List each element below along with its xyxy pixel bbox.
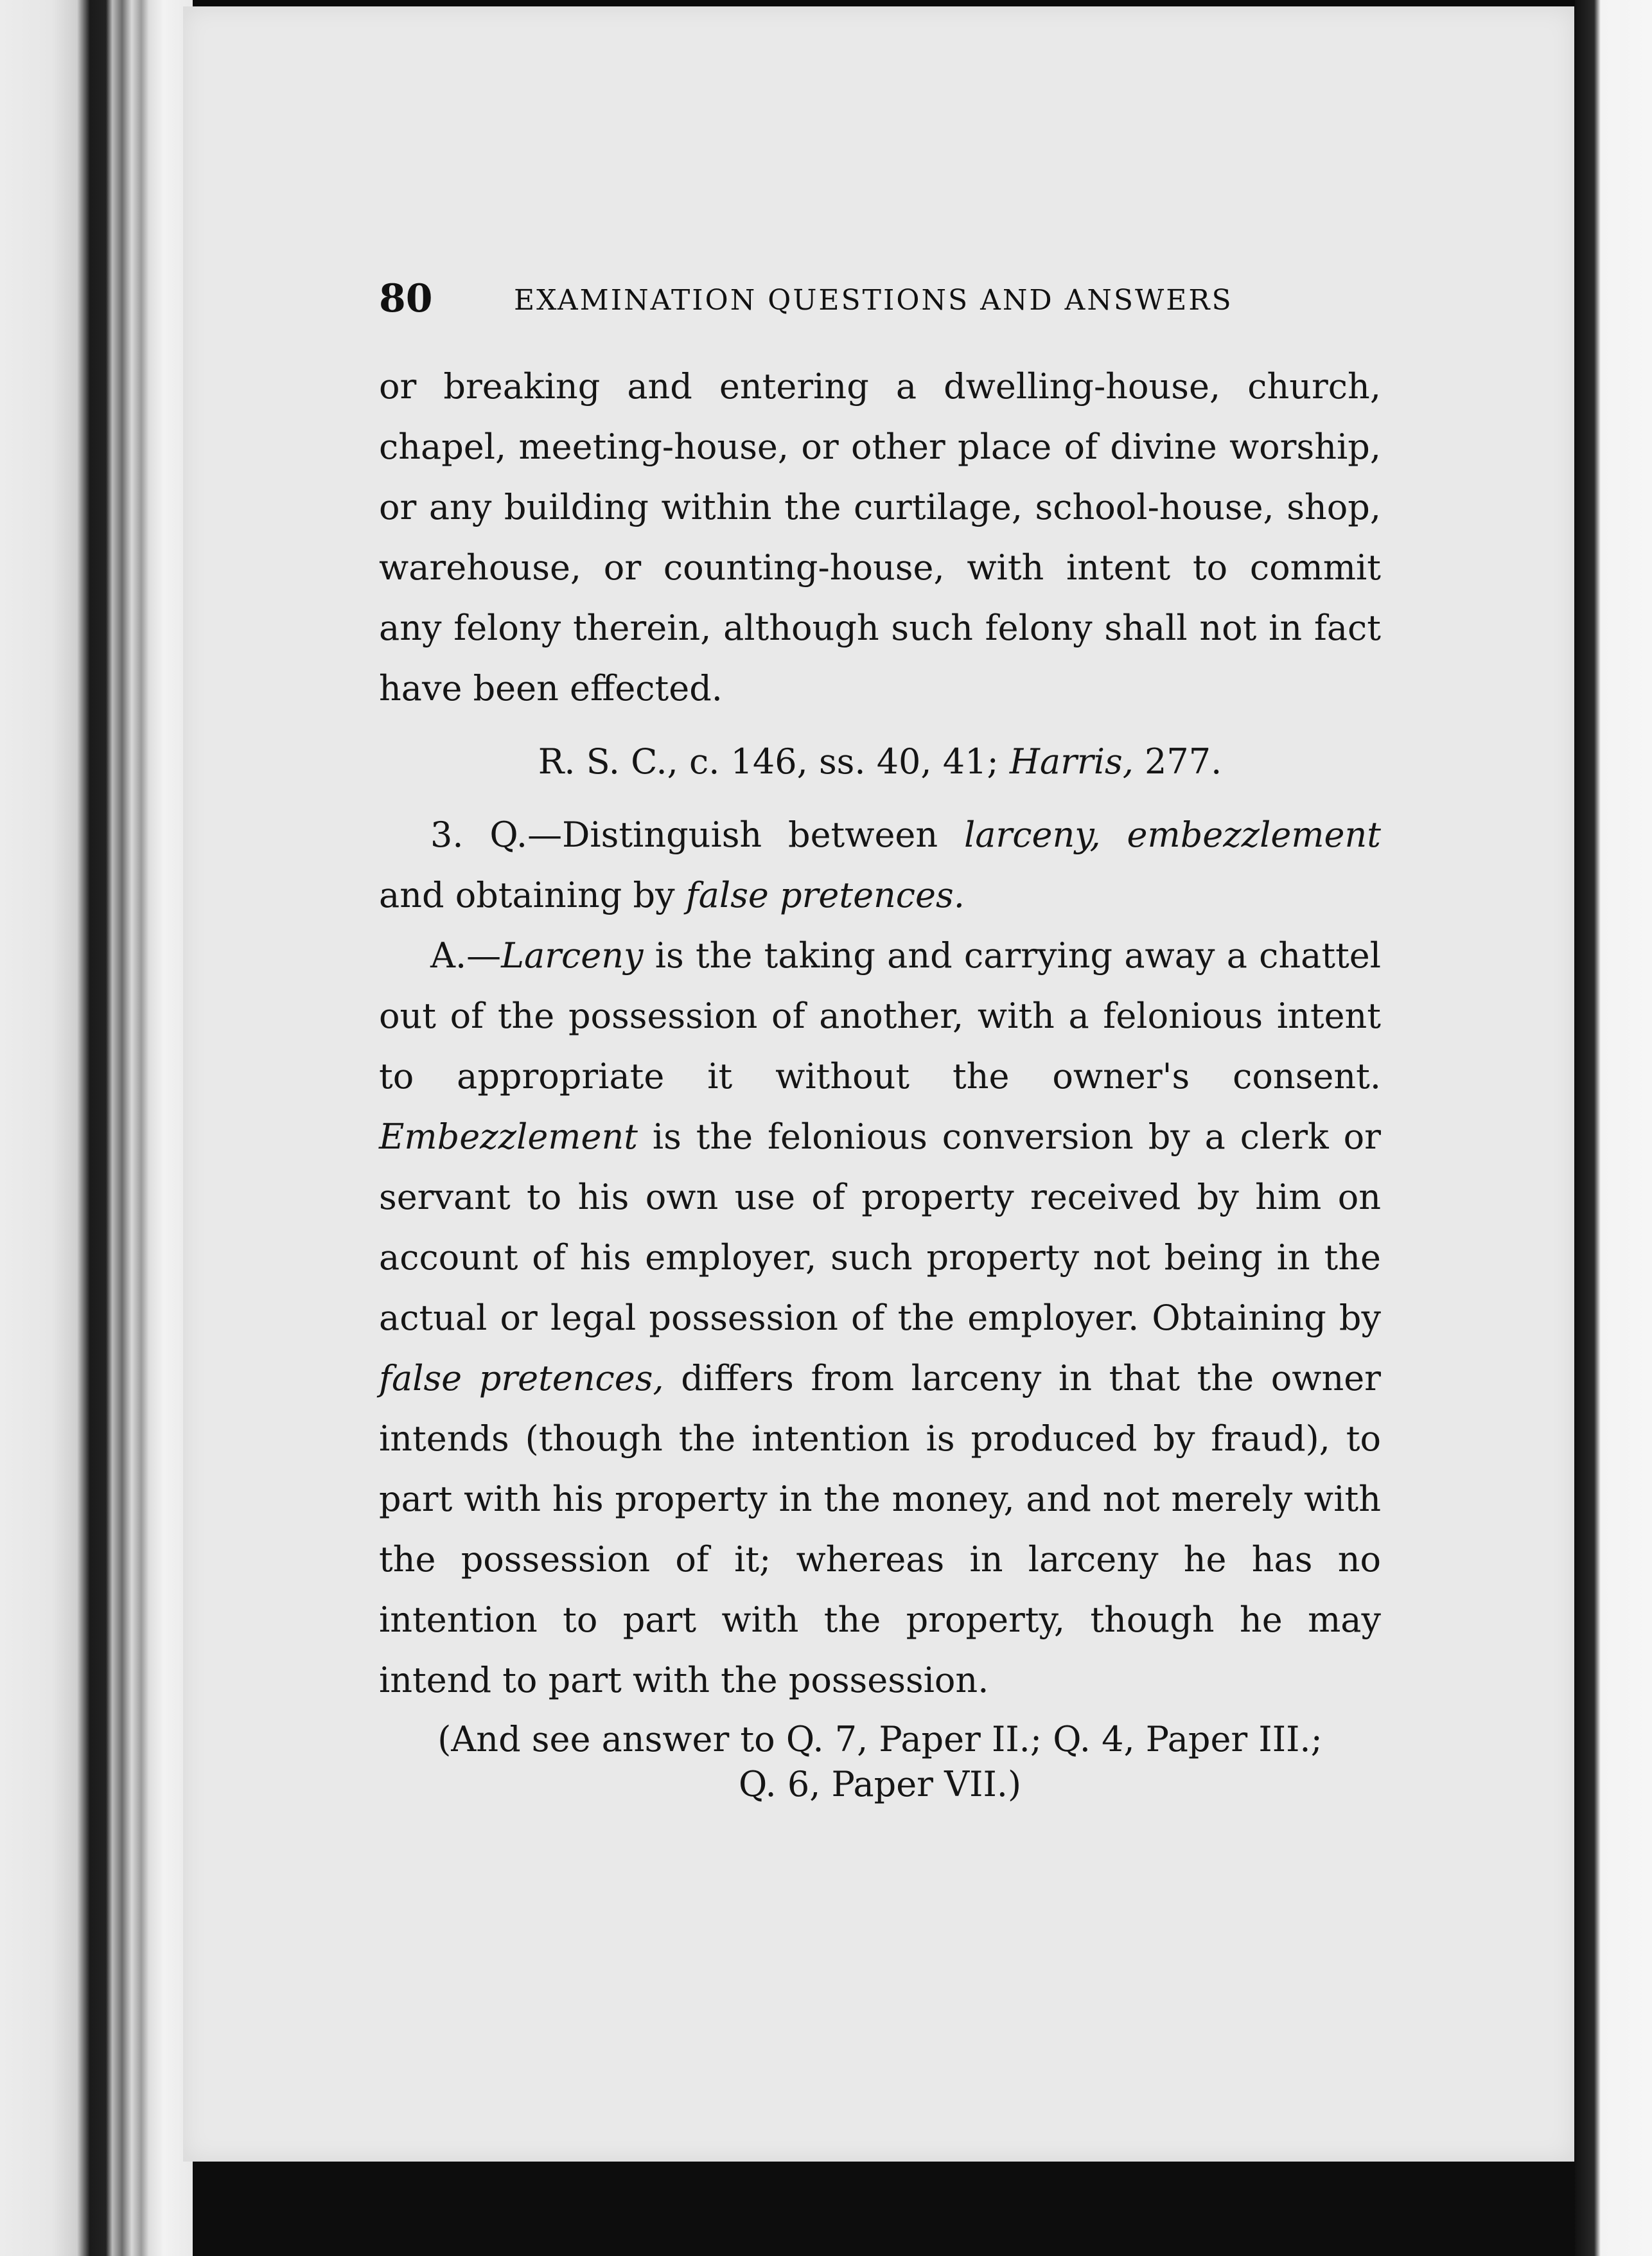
citation-page: 277. xyxy=(1133,741,1222,782)
answer-part-2: is the felonious conversion by a clerk or servant to his own use of property received by him on account of his employer, such property not being in the actual or legal possession of the employer. Obtaining by xyxy=(379,1116,1381,1338)
book-page-edges xyxy=(0,0,193,2256)
scan-right-edge xyxy=(1575,0,1652,2256)
page-number: 80 xyxy=(379,276,433,321)
question-term-larceny-embezzlement: larceny, embezzlement xyxy=(963,815,1381,855)
page-header xyxy=(379,276,1458,334)
citation-author: Harris, xyxy=(1009,741,1134,782)
running-title: EXAMINATION QUESTIONS AND ANSWERS xyxy=(514,284,1233,317)
answer-term-false-pretences: false pretences, xyxy=(379,1358,664,1398)
continuation-paragraph: or breaking and entering a dwelling-house, church, chapel, meeting-house, or other place of divine worship, or any building within the curtilage, school-house, shop, warehouse, or counting-house, with intent to commit any felony therein, although such felony shall not in fact have been effected. xyxy=(379,366,1381,709)
answer-part-1: is the taking and carrying away a chattel out of the possession of another, with a felonious intent to appropriate it without the owner's consent. xyxy=(379,935,1381,1097)
see-also-line-2: Q. 6, Paper VII.) xyxy=(738,1764,1022,1804)
answer-prefix: A.— xyxy=(430,935,502,976)
question-prefix: 3. Q.—Distinguish between xyxy=(430,815,964,855)
answer-term-embezzlement: Embezzlement xyxy=(379,1116,638,1157)
answer-part-3: differs from larceny in that the owner intends (though the intention is produced by fraud), to part with his property in the money, and not merely with the possession of it; whereas in larceny he has no intention to part with the property, though he may intend to part with the possession. xyxy=(379,1358,1381,1700)
citation-text: R. S. C., c. 146, ss. 40, 41; xyxy=(538,741,1010,782)
see-also-note xyxy=(379,1717,1381,1807)
answer-term-larceny: Larceny xyxy=(501,935,644,976)
see-also-line-1: (And see answer to Q. 7, Paper II.; Q. 4, Paper III.; xyxy=(437,1719,1322,1759)
body-text xyxy=(379,357,1381,1807)
question-term-false-pretences: false pretences. xyxy=(685,875,965,915)
question-mid: and obtaining by xyxy=(379,875,686,915)
question-paragraph xyxy=(379,805,1381,926)
answer-paragraph xyxy=(379,926,1381,1711)
statute-citation xyxy=(379,732,1381,792)
